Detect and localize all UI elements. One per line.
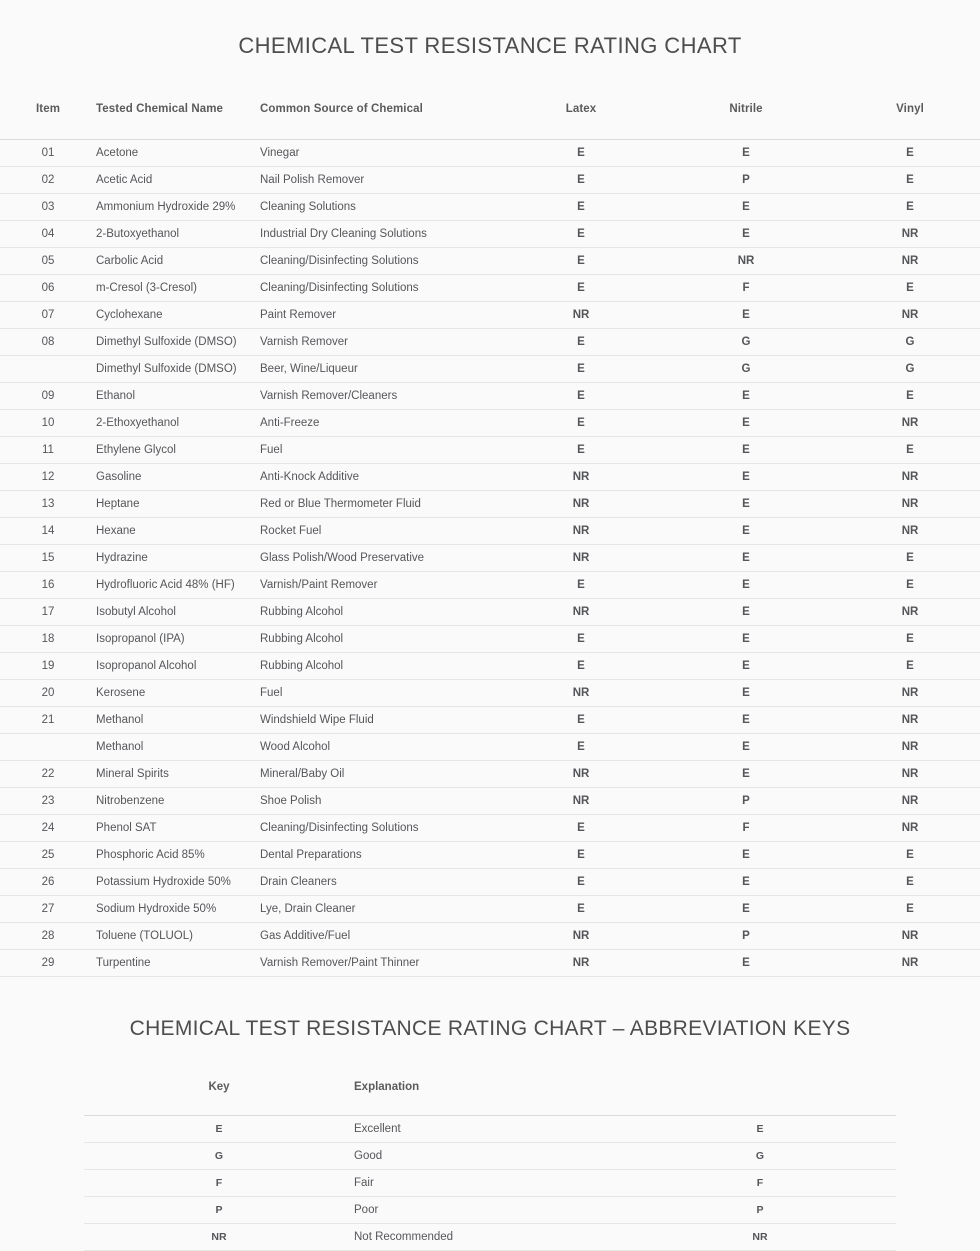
chemical-resistance-table [0, 103, 980, 977]
cell-chemical-name: Toluene (TOLUOL) [96, 923, 260, 950]
cell-nitrile-rating: E [664, 626, 828, 653]
cell-chemical-name: 2-Ethoxyethanol [96, 410, 260, 437]
cell-item: 04 [0, 221, 96, 248]
cell-latex-rating: E [498, 194, 664, 221]
cell-chemical-name: Heptane [96, 491, 260, 518]
column-header-chemical-name: Tested Chemical Name [96, 103, 224, 115]
cell-nitrile-rating: E [664, 842, 828, 869]
table-row [0, 383, 980, 410]
cell-chemical-name: Phosphoric Acid 85% [96, 842, 260, 869]
cell-chemical-name: Methanol [96, 707, 260, 734]
cell-item: 13 [0, 491, 96, 518]
cell-common-source: Paint Remover [260, 302, 498, 329]
column-header-nitrile: Nitrile [729, 103, 763, 115]
cell-vinyl-rating: NR [828, 680, 980, 707]
cell-latex-rating: E [498, 707, 664, 734]
cell-common-source: Windshield Wipe Fluid [260, 707, 498, 734]
cell-explanation: Fair [354, 1170, 624, 1197]
cell-latex-rating: NR [498, 518, 664, 545]
cell-vinyl-rating: NR [828, 707, 980, 734]
cell-vinyl-rating: E [828, 653, 980, 680]
cell-key-right: E [624, 1116, 896, 1143]
table-row [0, 329, 980, 356]
keys-row [84, 1116, 896, 1143]
cell-vinyl-rating: NR [828, 923, 980, 950]
cell-nitrile-rating: E [664, 302, 828, 329]
cell-common-source: Rocket Fuel [260, 518, 498, 545]
column-header-vinyl: Vinyl [896, 103, 924, 115]
cell-common-source: Rubbing Alcohol [260, 626, 498, 653]
table-row [0, 842, 980, 869]
cell-latex-rating: E [498, 275, 664, 302]
keys-row [84, 1143, 896, 1170]
cell-vinyl-rating: E [828, 896, 980, 923]
abbreviation-keys-title: CHEMICAL TEST RESISTANCE RATING CHART – ABBREVIATION KEYS [129, 1017, 851, 1040]
cell-item: 05 [0, 248, 96, 275]
column-header-key: Key [208, 1081, 230, 1093]
cell-nitrile-rating: F [664, 815, 828, 842]
cell-latex-rating: NR [498, 950, 664, 977]
cell-latex-rating: NR [498, 302, 664, 329]
cell-latex-rating: E [498, 842, 664, 869]
table-row [0, 464, 980, 491]
cell-nitrile-rating: E [664, 491, 828, 518]
table-row [0, 680, 980, 707]
cell-nitrile-rating: E [664, 221, 828, 248]
cell-nitrile-rating: E [664, 545, 828, 572]
cell-key: NR [84, 1224, 354, 1251]
cell-item: 19 [0, 653, 96, 680]
cell-vinyl-rating: NR [828, 302, 980, 329]
cell-vinyl-rating: NR [828, 464, 980, 491]
cell-latex-rating: E [498, 734, 664, 761]
table-row [0, 572, 980, 599]
cell-nitrile-rating: E [664, 410, 828, 437]
cell-chemical-name: Gasoline [96, 464, 260, 491]
cell-nitrile-rating: P [664, 788, 828, 815]
cell-chemical-name: Dimethyl Sulfoxide (DMSO) [96, 356, 260, 383]
cell-chemical-name: Methanol [96, 734, 260, 761]
column-header-item: Item [35, 103, 61, 115]
cell-chemical-name: Isopropanol (IPA) [96, 626, 260, 653]
cell-item: 11 [0, 437, 96, 464]
cell-common-source: Cleaning Solutions [260, 194, 498, 221]
cell-item: 24 [0, 815, 96, 842]
column-header-common-source: Common Source of Chemical [260, 103, 423, 115]
cell-vinyl-rating: E [828, 572, 980, 599]
cell-vinyl-rating: NR [828, 599, 980, 626]
cell-nitrile-rating: E [664, 194, 828, 221]
table-row [0, 599, 980, 626]
cell-nitrile-rating: F [664, 275, 828, 302]
cell-common-source: Varnish Remover/Cleaners [260, 383, 498, 410]
cell-item: 25 [0, 842, 96, 869]
cell-latex-rating: NR [498, 680, 664, 707]
cell-explanation: Good [354, 1143, 624, 1170]
cell-item: 01 [0, 140, 96, 167]
cell-nitrile-rating: E [664, 653, 828, 680]
cell-common-source: Wood Alcohol [260, 734, 498, 761]
cell-nitrile-rating: E [664, 572, 828, 599]
cell-item: 28 [0, 923, 96, 950]
cell-chemical-name: Potassium Hydroxide 50% [96, 869, 260, 896]
cell-common-source: Anti-Freeze [260, 410, 498, 437]
cell-latex-rating: E [498, 572, 664, 599]
cell-vinyl-rating: E [828, 140, 980, 167]
cell-common-source: Rubbing Alcohol [260, 599, 498, 626]
cell-latex-rating: NR [498, 788, 664, 815]
cell-chemical-name: Ammonium Hydroxide 29% [96, 194, 260, 221]
keys-row [84, 1197, 896, 1224]
cell-item: 27 [0, 896, 96, 923]
cell-latex-rating: E [498, 167, 664, 194]
cell-item: 23 [0, 788, 96, 815]
cell-vinyl-rating: E [828, 383, 980, 410]
cell-item: 03 [0, 194, 96, 221]
cell-vinyl-rating: E [828, 167, 980, 194]
cell-item: 29 [0, 950, 96, 977]
table-row [0, 221, 980, 248]
cell-latex-rating: NR [498, 491, 664, 518]
cell-common-source: Mineral/Baby Oil [260, 761, 498, 788]
table-row [0, 869, 980, 896]
cell-vinyl-rating: E [828, 437, 980, 464]
cell-key: G [84, 1143, 354, 1170]
cell-chemical-name: Hexane [96, 518, 260, 545]
cell-latex-rating: NR [498, 464, 664, 491]
cell-latex-rating: E [498, 221, 664, 248]
cell-common-source: Nail Polish Remover [260, 167, 498, 194]
cell-latex-rating: NR [498, 923, 664, 950]
table-row [0, 761, 980, 788]
cell-vinyl-rating: E [828, 275, 980, 302]
keys-row [84, 1224, 896, 1251]
cell-latex-rating: E [498, 626, 664, 653]
cell-common-source: Fuel [260, 437, 498, 464]
table-row [0, 275, 980, 302]
table-row [0, 194, 980, 221]
cell-common-source: Beer, Wine/Liqueur [260, 356, 498, 383]
cell-vinyl-rating: E [828, 626, 980, 653]
cell-vinyl-rating: G [828, 356, 980, 383]
cell-chemical-name: Sodium Hydroxide 50% [96, 896, 260, 923]
cell-item: 10 [0, 410, 96, 437]
cell-key-right: G [624, 1143, 896, 1170]
cell-nitrile-rating: E [664, 518, 828, 545]
cell-latex-rating: NR [498, 599, 664, 626]
column-header-explanation: Explanation [354, 1081, 420, 1093]
table-body [0, 140, 980, 977]
cell-key: F [84, 1170, 354, 1197]
table-row [0, 707, 980, 734]
cell-chemical-name: Kerosene [96, 680, 260, 707]
cell-chemical-name: Ethanol [96, 383, 260, 410]
keys-row [84, 1170, 896, 1197]
cell-nitrile-rating: E [664, 734, 828, 761]
cell-item: 09 [0, 383, 96, 410]
cell-common-source: Lye, Drain Cleaner [260, 896, 498, 923]
cell-nitrile-rating: E [664, 896, 828, 923]
cell-chemical-name: Acetone [96, 140, 260, 167]
cell-chemical-name: Mineral Spirits [96, 761, 260, 788]
cell-item [0, 356, 96, 383]
cell-key-right: NR [624, 1224, 896, 1251]
cell-nitrile-rating: P [664, 167, 828, 194]
cell-item: 02 [0, 167, 96, 194]
cell-nitrile-rating: E [664, 950, 828, 977]
cell-common-source: Cleaning/Disinfecting Solutions [260, 275, 498, 302]
cell-chemical-name: Isopropanol Alcohol [96, 653, 260, 680]
cell-common-source: Varnish/Paint Remover [260, 572, 498, 599]
cell-common-source: Shoe Polish [260, 788, 498, 815]
cell-chemical-name: Isobutyl Alcohol [96, 599, 260, 626]
table-row [0, 410, 980, 437]
keys-table-header [84, 1081, 896, 1116]
cell-chemical-name: Ethylene Glycol [96, 437, 260, 464]
cell-vinyl-rating: E [828, 842, 980, 869]
cell-nitrile-rating: E [664, 761, 828, 788]
cell-item: 22 [0, 761, 96, 788]
cell-latex-rating: E [498, 815, 664, 842]
cell-nitrile-rating: G [664, 329, 828, 356]
cell-common-source: Red or Blue Thermometer Fluid [260, 491, 498, 518]
cell-common-source: Anti-Knock Additive [260, 464, 498, 491]
cell-latex-rating: E [498, 437, 664, 464]
cell-item: 26 [0, 869, 96, 896]
keys-table-body [84, 1116, 896, 1251]
cell-item: 18 [0, 626, 96, 653]
table-row [0, 950, 980, 977]
cell-nitrile-rating: E [664, 140, 828, 167]
column-header-latex: Latex [565, 103, 597, 115]
cell-chemical-name: Hydrofluoric Acid 48% (HF) [96, 572, 260, 599]
cell-item: 12 [0, 464, 96, 491]
cell-common-source: Dental Preparations [260, 842, 498, 869]
cell-chemical-name: 2-Butoxyethanol [96, 221, 260, 248]
cell-chemical-name: Hydrazine [96, 545, 260, 572]
table-row [0, 896, 980, 923]
cell-nitrile-rating: E [664, 599, 828, 626]
cell-explanation: Poor [354, 1197, 624, 1224]
table-row [0, 815, 980, 842]
cell-nitrile-rating: E [664, 869, 828, 896]
cell-item: 15 [0, 545, 96, 572]
cell-vinyl-rating: NR [828, 815, 980, 842]
cell-vinyl-rating: G [828, 329, 980, 356]
cell-explanation: Excellent [354, 1116, 624, 1143]
cell-item: 16 [0, 572, 96, 599]
table-row [0, 248, 980, 275]
cell-common-source: Varnish Remover [260, 329, 498, 356]
cell-nitrile-rating: NR [664, 248, 828, 275]
table-row [0, 518, 980, 545]
table-row [0, 167, 980, 194]
cell-item: 14 [0, 518, 96, 545]
cell-latex-rating: NR [498, 545, 664, 572]
cell-nitrile-rating: E [664, 680, 828, 707]
cell-common-source: Drain Cleaners [260, 869, 498, 896]
cell-nitrile-rating: E [664, 383, 828, 410]
cell-vinyl-rating: NR [828, 518, 980, 545]
table-row [0, 437, 980, 464]
cell-item: 07 [0, 302, 96, 329]
cell-vinyl-rating: NR [828, 734, 980, 761]
page-title: CHEMICAL TEST RESISTANCE RATING CHART [238, 33, 742, 58]
cell-nitrile-rating: E [664, 437, 828, 464]
cell-common-source: Varnish Remover/Paint Thinner [260, 950, 498, 977]
cell-chemical-name: Carbolic Acid [96, 248, 260, 275]
table-header [0, 103, 980, 140]
cell-key: E [84, 1116, 354, 1143]
table-row [0, 545, 980, 572]
cell-explanation: Not Recommended [354, 1224, 624, 1251]
table-row [0, 626, 980, 653]
cell-chemical-name: Acetic Acid [96, 167, 260, 194]
cell-latex-rating: E [498, 140, 664, 167]
cell-common-source: Cleaning/Disinfecting Solutions [260, 815, 498, 842]
cell-chemical-name: Cyclohexane [96, 302, 260, 329]
cell-key-right: F [624, 1170, 896, 1197]
cell-key: P [84, 1197, 354, 1224]
cell-vinyl-rating: NR [828, 761, 980, 788]
cell-latex-rating: E [498, 383, 664, 410]
cell-common-source: Vinegar [260, 140, 498, 167]
cell-nitrile-rating: G [664, 356, 828, 383]
cell-nitrile-rating: P [664, 923, 828, 950]
table-row [0, 356, 980, 383]
cell-latex-rating: NR [498, 761, 664, 788]
cell-chemical-name: m-Cresol (3-Cresol) [96, 275, 260, 302]
cell-vinyl-rating: NR [828, 788, 980, 815]
cell-latex-rating: E [498, 329, 664, 356]
cell-common-source: Glass Polish/Wood Preservative [260, 545, 498, 572]
table-row [0, 734, 980, 761]
cell-latex-rating: E [498, 356, 664, 383]
cell-vinyl-rating: NR [828, 410, 980, 437]
cell-nitrile-rating: E [664, 464, 828, 491]
cell-common-source: Fuel [260, 680, 498, 707]
table-header-row [0, 103, 980, 140]
cell-nitrile-rating: E [664, 707, 828, 734]
cell-item: 20 [0, 680, 96, 707]
table-row [0, 923, 980, 950]
cell-latex-rating: E [498, 869, 664, 896]
cell-common-source: Gas Additive/Fuel [260, 923, 498, 950]
cell-key-right: P [624, 1197, 896, 1224]
cell-vinyl-rating: E [828, 194, 980, 221]
cell-item [0, 734, 96, 761]
cell-common-source: Industrial Dry Cleaning Solutions [260, 221, 498, 248]
cell-latex-rating: E [498, 653, 664, 680]
cell-latex-rating: E [498, 896, 664, 923]
cell-chemical-name: Turpentine [96, 950, 260, 977]
cell-vinyl-rating: E [828, 545, 980, 572]
table-row [0, 653, 980, 680]
cell-item: 17 [0, 599, 96, 626]
cell-vinyl-rating: NR [828, 221, 980, 248]
cell-vinyl-rating: NR [828, 248, 980, 275]
keys-header-row [84, 1081, 896, 1116]
cell-latex-rating: E [498, 248, 664, 275]
cell-item: 21 [0, 707, 96, 734]
cell-item: 06 [0, 275, 96, 302]
table-row [0, 302, 980, 329]
cell-latex-rating: E [498, 410, 664, 437]
cell-vinyl-rating: E [828, 869, 980, 896]
cell-chemical-name: Phenol SAT [96, 815, 260, 842]
cell-common-source: Rubbing Alcohol [260, 653, 498, 680]
column-header-key-right [624, 1081, 896, 1116]
abbreviation-keys-table [84, 1081, 896, 1251]
cell-vinyl-rating: NR [828, 950, 980, 977]
cell-common-source: Cleaning/Disinfecting Solutions [260, 248, 498, 275]
cell-chemical-name: Nitrobenzene [96, 788, 260, 815]
table-row [0, 491, 980, 518]
cell-chemical-name: Dimethyl Sulfoxide (DMSO) [96, 329, 260, 356]
cell-item: 08 [0, 329, 96, 356]
table-row [0, 140, 980, 167]
cell-vinyl-rating: NR [828, 491, 980, 518]
table-row [0, 788, 980, 815]
